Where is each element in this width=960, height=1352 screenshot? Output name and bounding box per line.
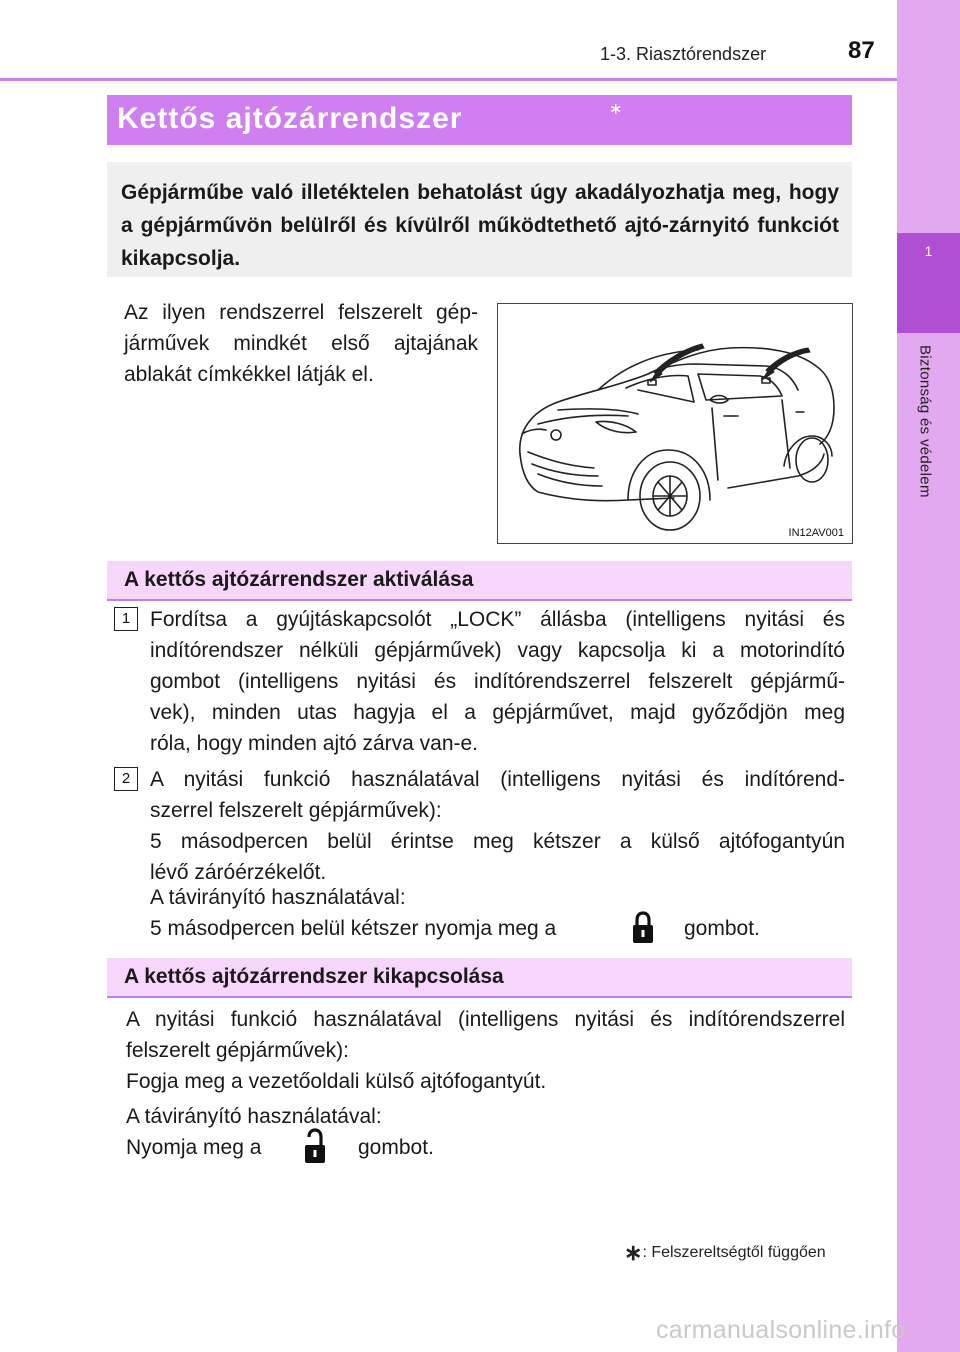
page-title-bar [107, 95, 852, 145]
step-2-line-3: 5 másodpercen belül érintse meg kétszer a külső ajtófogantyún [150, 830, 845, 853]
description-line-3: ablakát címkékkel látják el. [124, 363, 374, 386]
footnote-text: : Felszereltségtől függően [642, 1244, 826, 1261]
step-2-line-1: A nyitási funkció használatával (intelligens nyitási és indítórend- [150, 768, 845, 791]
step-2-line-6: 5 másodpercen belül kétszer nyomja meg a [150, 917, 557, 940]
description-line-2: járművek mindkét első ajtajának [124, 332, 478, 355]
watermark: carmanualsonline.info [656, 1316, 906, 1344]
chapter-title: Biztonság és védelem [916, 345, 934, 498]
sub-heading-activate-text: A kettős ajtózárrendszer aktiválása [124, 568, 474, 591]
deactivate-line-3: Fogja meg a vezetőoldali külső ajtófogantyút. [126, 1070, 547, 1093]
intro-text: Gépjárműbe való illetéktelen behatolást úgy akadályozhatja meg, hogy a gépjárművön belülről és kívülről működtethető ajtó-zárnyitó funkciót kikapcsolja. [121, 181, 839, 270]
step-2-line-2: szerrel felszerelt gépjárművek): [150, 799, 442, 822]
lock-open-icon [302, 1128, 328, 1166]
intro-box [107, 162, 852, 277]
step-number-2: 2 [114, 767, 138, 791]
step-1-line-3: gombot (intelligens nyitási és indítórendszerrel felszerelt gépjármű- [150, 670, 845, 693]
page-title: Kettős ajtózárrendszer [117, 102, 463, 135]
figure-id: IN12AV001 [788, 527, 844, 539]
car-drawing [498, 304, 852, 543]
step-2-line-5: A távirányító használatával: [150, 886, 406, 909]
page-number: 87 [848, 37, 875, 64]
deactivate-line-2: felszerelt gépjárművek): [126, 1039, 349, 1062]
sub-heading-activate [107, 561, 852, 601]
step-number-1: 1 [114, 607, 138, 631]
chapter-tab [897, 233, 960, 333]
footnote [624, 1240, 826, 1266]
step-2-line-4: lévő záróérzékelőt. [150, 861, 327, 884]
section-header: 1-3. Riasztórendszer [600, 44, 767, 64]
deactivate-line-1: A nyitási funkció használatával (intelligens nyitási és indítórendszerrel [126, 1008, 845, 1031]
deactivate-remote-label: A távirányító használatával: [126, 1105, 382, 1128]
deactivate-press-end: gombot. [358, 1136, 434, 1159]
lock-closed-icon [630, 910, 656, 946]
header-rule [0, 78, 897, 81]
step-1-line-4: vek), minden utas hagyja el a gépjárművet, majd győződjön meg [150, 701, 845, 724]
step-1-line-1: Fordítsa a gyújtáskapcsolót „LOCK” állásba (intelligens nyitási és [150, 608, 845, 631]
deactivate-press-text: Nyomja meg a [126, 1136, 262, 1159]
footnote-asterisk: ∗ [624, 1240, 643, 1265]
step-1-line-5: róla, hogy minden ajtó zárva van-e. [150, 732, 479, 755]
title-asterisk: ∗ [609, 101, 623, 118]
description-line-1: Az ilyen rendszerrel felszerelt gép- [124, 301, 478, 324]
step-1-line-2: indítórendszer nélküli gépjárművek) vagy kapcsolja ki a motorindító [150, 639, 845, 662]
sub-heading-deactivate [107, 958, 852, 998]
side-band [897, 0, 960, 1352]
sub-heading-deactivate-text: A kettős ajtózárrendszer kikapcsolása [124, 965, 504, 988]
step-2-line-6-end: gombot. [684, 917, 760, 940]
chapter-number: 1 [924, 243, 933, 259]
car-illustration [497, 303, 853, 544]
